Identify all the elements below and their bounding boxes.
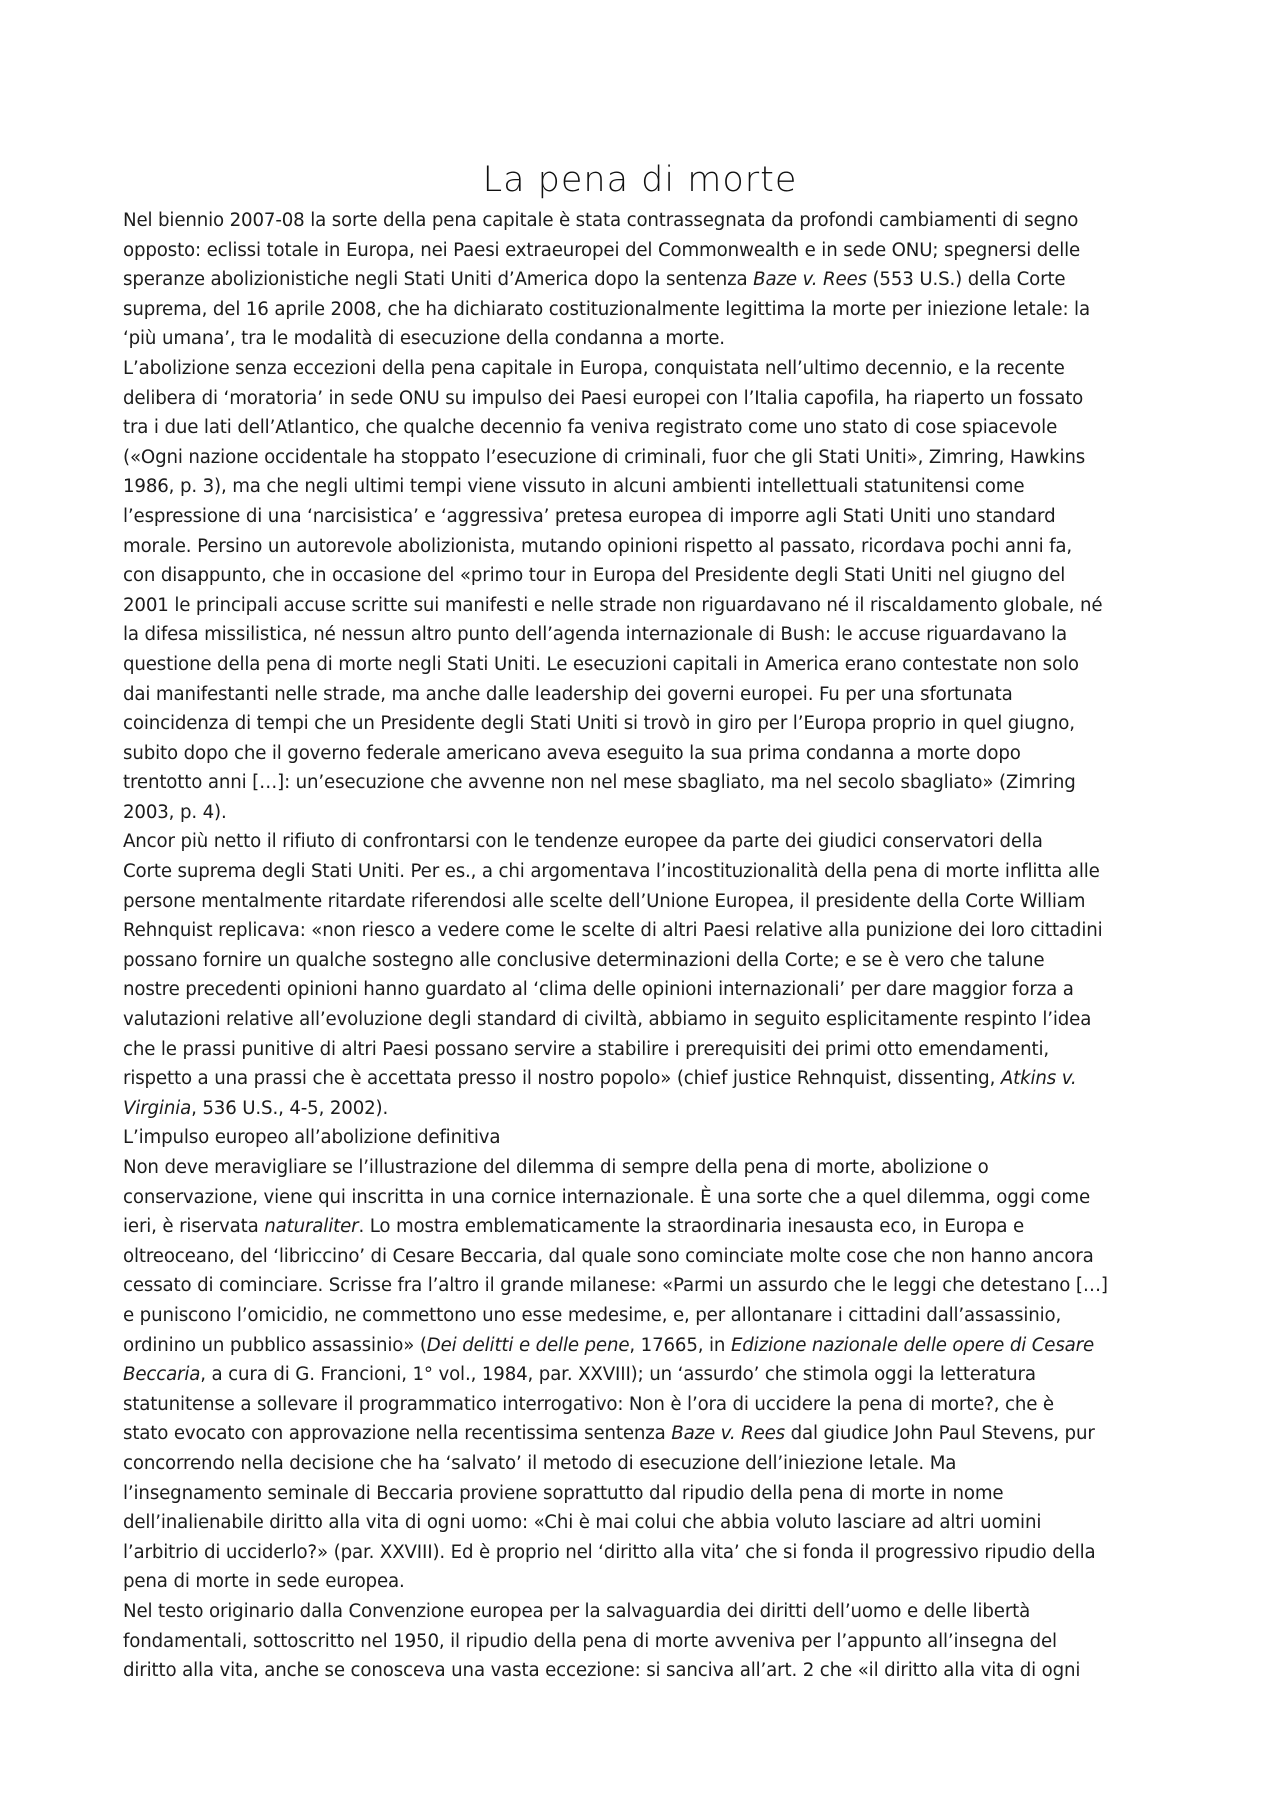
text-line: L’abolizione senza eccezioni della pena capitale in Europa, conquistata nell’ultimo decennio, e la recente bbox=[123, 357, 1065, 379]
paragraph bbox=[123, 1123, 1163, 1153]
text-line: concorrendo nella decisione che ha ‘salvato’ il metodo di esecuzione dell’iniezione letale. Ma bbox=[123, 1452, 957, 1474]
text-segment: ieri, è riservata bbox=[123, 1216, 265, 1238]
text-line: suprema, del 16 aprile 2008, che ha dichiarato costituzionalmente legittima la morte per iniezione letale: la bbox=[123, 298, 1090, 320]
italic-text: Edizione nazionale delle opere di Cesare bbox=[730, 1334, 1095, 1356]
paragraph bbox=[123, 354, 1163, 828]
text-line: statunitense a sollevare il programmatico interrogativo: Non è l’ora di uccidere la pena di morte?, che è bbox=[123, 1393, 1054, 1415]
text-segment: stato evocato con approvazione nella recentissima sentenza bbox=[123, 1423, 672, 1445]
italic-text: Dei delitti e delle pene bbox=[426, 1334, 630, 1356]
text-line: oltreoceano, del ‘libriccino’ di Cesare Beccaria, dal quale sono cominciate molte cose che non hanno ancora bbox=[123, 1245, 1094, 1267]
text-segment: rispetto a una prassi che è accettata presso il nostro popolo» (chief justice Rehnquist, dissenting, bbox=[123, 1068, 1001, 1090]
text-line: Ancor più netto il rifiuto di confrontarsi con le tendenze europee da parte dei giudici conservatori della bbox=[123, 831, 1043, 853]
text-line: Corte suprema degli Stati Uniti. Per es., a chi argomentava l’incostituzionalità della pena di morte inflitta alle bbox=[123, 861, 1100, 883]
text-line bbox=[123, 265, 1163, 295]
text-line: opposto: eclissi totale in Europa, nei Paesi extraeuropei del Commonwealth e in sede ONU; spegnersi delle bbox=[123, 239, 1081, 261]
italic-text: Virginia bbox=[123, 1097, 192, 1119]
text-line bbox=[123, 1419, 1163, 1449]
text-line: questione della pena di morte negli Stati Uniti. Le esecuzioni capitali in America erano contestate non solo bbox=[123, 653, 1079, 675]
text-line: possano fornire un qualche sostegno alle conclusive determinazioni della Corte; e se è vero che talune bbox=[123, 949, 1045, 971]
text-line bbox=[123, 1094, 1163, 1124]
text-segment: , a cura di G. Francioni, 1° vol., 1984, par. XXVIII); un ‘assurdo’ che stimola oggi la letteratura bbox=[200, 1364, 1036, 1386]
text-line: tra i due lati dell’Atlantico, che qualche decennio fa veniva registrato come uno stato di cose spiacevole bbox=[123, 417, 1058, 439]
text-line: nostre precedenti opinioni hanno guardato al ‘clima delle opinioni internazionali’ per dare maggior forza a bbox=[123, 979, 1074, 1001]
text-line: delibera di ‘moratoria’ in sede ONU su impulso dei Paesi europei con l’Italia capofila, ha riaperto un fossato bbox=[123, 387, 1084, 409]
text-line: L’impulso europeo all’abolizione definitiva bbox=[123, 1127, 501, 1149]
text-line: subito dopo che il governo federale americano aveva eseguito la sua prima condanna a morte dopo bbox=[123, 742, 1021, 764]
italic-text: Baze v. Rees bbox=[753, 269, 867, 291]
text-line: valutazioni relative all’evoluzione degli standard di civiltà, abbiamo in seguito esplicitamente respinto l’idea bbox=[123, 1009, 1092, 1031]
text-line: Rehnquist replicava: «non riesco a vedere come le scelte di altri Paesi relative alla punizione dei loro cittadini bbox=[123, 920, 1103, 942]
paragraph bbox=[123, 1153, 1163, 1597]
text-line: Nel biennio 2007-08 la sorte della pena capitale è stata contrassegnata da profondi cambiamenti di segno bbox=[123, 210, 1079, 231]
italic-text: Baze v. Rees bbox=[671, 1423, 785, 1445]
text-line: la difesa missilistica, né nessun altro punto dell’agenda internazionale di Bush: le accuse riguardavano la bbox=[123, 624, 1067, 646]
text-line bbox=[123, 1331, 1163, 1361]
text-line: Nel testo originario dalla Convenzione europea per la salvaguardia dei diritti dell’uomo e delle libertà bbox=[123, 1600, 1031, 1622]
text-segment: (553 U.S.) della Corte bbox=[866, 269, 1066, 291]
text-line: fondamentali, sottoscritto nel 1950, il ripudio della pena di morte avveniva per l’appunto all’insegna del bbox=[123, 1630, 1057, 1652]
italic-text: naturaliter bbox=[264, 1216, 359, 1238]
text-segment: speranze abolizionistiche negli Stati Uniti d’America dopo la sentenza bbox=[123, 269, 754, 291]
text-segment: dal giudice John Paul Stevens, pur bbox=[784, 1423, 1095, 1445]
text-line bbox=[123, 1212, 1163, 1242]
text-line: conservazione, viene qui inscritta in una cornice internazionale. È una sorte che a quel dilemma, oggi come bbox=[123, 1186, 1090, 1208]
text-line: diritto alla vita, anche se conosceva una vasta eccezione: si sanciva all’art. 2 che «il diritto alla vita di ogni bbox=[123, 1660, 1081, 1682]
text-segment: , 17665, in bbox=[629, 1334, 731, 1356]
text-line: con disappunto, che in occasione del «primo tour in Europa del Presidente degli Stati Uniti nel giugno del bbox=[123, 565, 1066, 587]
text-line: 2001 le principali accuse scritte sui manifesti e nelle strade non riguardavano né il riscaldamento globale, né bbox=[123, 594, 1103, 616]
text-line: dai manifestanti nelle strade, ma anche dalle leadership dei governi europei. Fu per una sfortunata bbox=[123, 683, 1013, 705]
text-line: coincidenza di tempi che un Presidente degli Stati Uniti si trovò in giro per l’Europa proprio in quel giugno, bbox=[123, 713, 1075, 735]
text-line: dell’inalienabile diritto alla vita di ogni uomo: «Chi è mai colui che abbia voluto lasciare ad altri uomini bbox=[123, 1512, 1042, 1534]
text-line: ‘più umana’, tra le modalità di esecuzione della condanna a morte. bbox=[123, 328, 725, 350]
text-line bbox=[123, 1360, 1163, 1390]
paragraph bbox=[123, 827, 1163, 1123]
document-body bbox=[123, 206, 1163, 1686]
page-title: La pena di morte bbox=[482, 160, 798, 200]
text-segment: . Lo mostra emblematicamente la straordinaria inesausta eco, in Europa e bbox=[358, 1216, 1025, 1238]
paragraph bbox=[123, 1597, 1163, 1686]
text-line: pena di morte in sede europea. bbox=[123, 1571, 405, 1593]
text-line: Non deve meravigliare se l’illustrazione del dilemma di sempre della pena di morte, abolizione o bbox=[123, 1157, 989, 1178]
text-line: cessato di cominciare. Scrisse fra l’altro il grande milanese: «Parmi un assurdo che le leggi che detestano […] bbox=[123, 1275, 1108, 1297]
text-line bbox=[123, 1064, 1163, 1094]
text-line: l’espressione di una ‘narcisistica’ e ‘aggressiva’ pretesa europea di imporre agli Stati Uniti uno standard bbox=[123, 505, 1056, 527]
text-line: l’arbitrio di ucciderlo?» (par. XXVIII). Ed è proprio nel ‘diritto alla vita’ che si fonda il progressivo ripudio della bbox=[123, 1541, 1096, 1563]
paragraph bbox=[123, 206, 1163, 354]
text-segment: ordinino un pubblico assassinio» ( bbox=[123, 1334, 427, 1356]
text-line: l’insegnamento seminale di Beccaria proviene soprattutto dal ripudio della pena di morte in nome bbox=[123, 1482, 1004, 1504]
text-line: trentotto anni […]: un’esecuzione che avvenne non nel mese sbagliato, ma nel secolo sbagliato» (Zimring bbox=[123, 772, 1076, 794]
text-line: morale. Persino un autorevole abolizionista, mutando opinioni rispetto al passato, ricordava pochi anni fa, bbox=[123, 535, 1073, 557]
text-line: e puniscono l’omicidio, ne commettono uno esse medesime, e, per allontanare i cittadini dall’assassinio, bbox=[123, 1304, 1062, 1326]
text-line: 1986, p. 3), ma che negli ultimi tempi viene vissuto in alcuni ambienti intellettuali statunitensi come bbox=[123, 476, 1025, 498]
italic-text: Atkins v. bbox=[1000, 1068, 1077, 1090]
italic-text: Beccaria bbox=[123, 1364, 201, 1386]
text-segment: , 536 U.S., 4-5, 2002). bbox=[191, 1097, 389, 1119]
text-line: 2003, p. 4). bbox=[123, 801, 227, 823]
text-line: persone mentalmente ritardate riferendosi alle scelte dell’Unione Europea, il presidente della Corte William bbox=[123, 890, 1086, 912]
text-line: («Ogni nazione occidentale ha stoppato l’esecuzione di criminali, fuor che gli Stati Uniti», Zimring, Hawkins bbox=[123, 446, 1086, 468]
text-line: che le prassi punitive di altri Paesi possano servire a stabilire i prerequisiti dei primi otto emendamenti, bbox=[123, 1038, 1050, 1060]
